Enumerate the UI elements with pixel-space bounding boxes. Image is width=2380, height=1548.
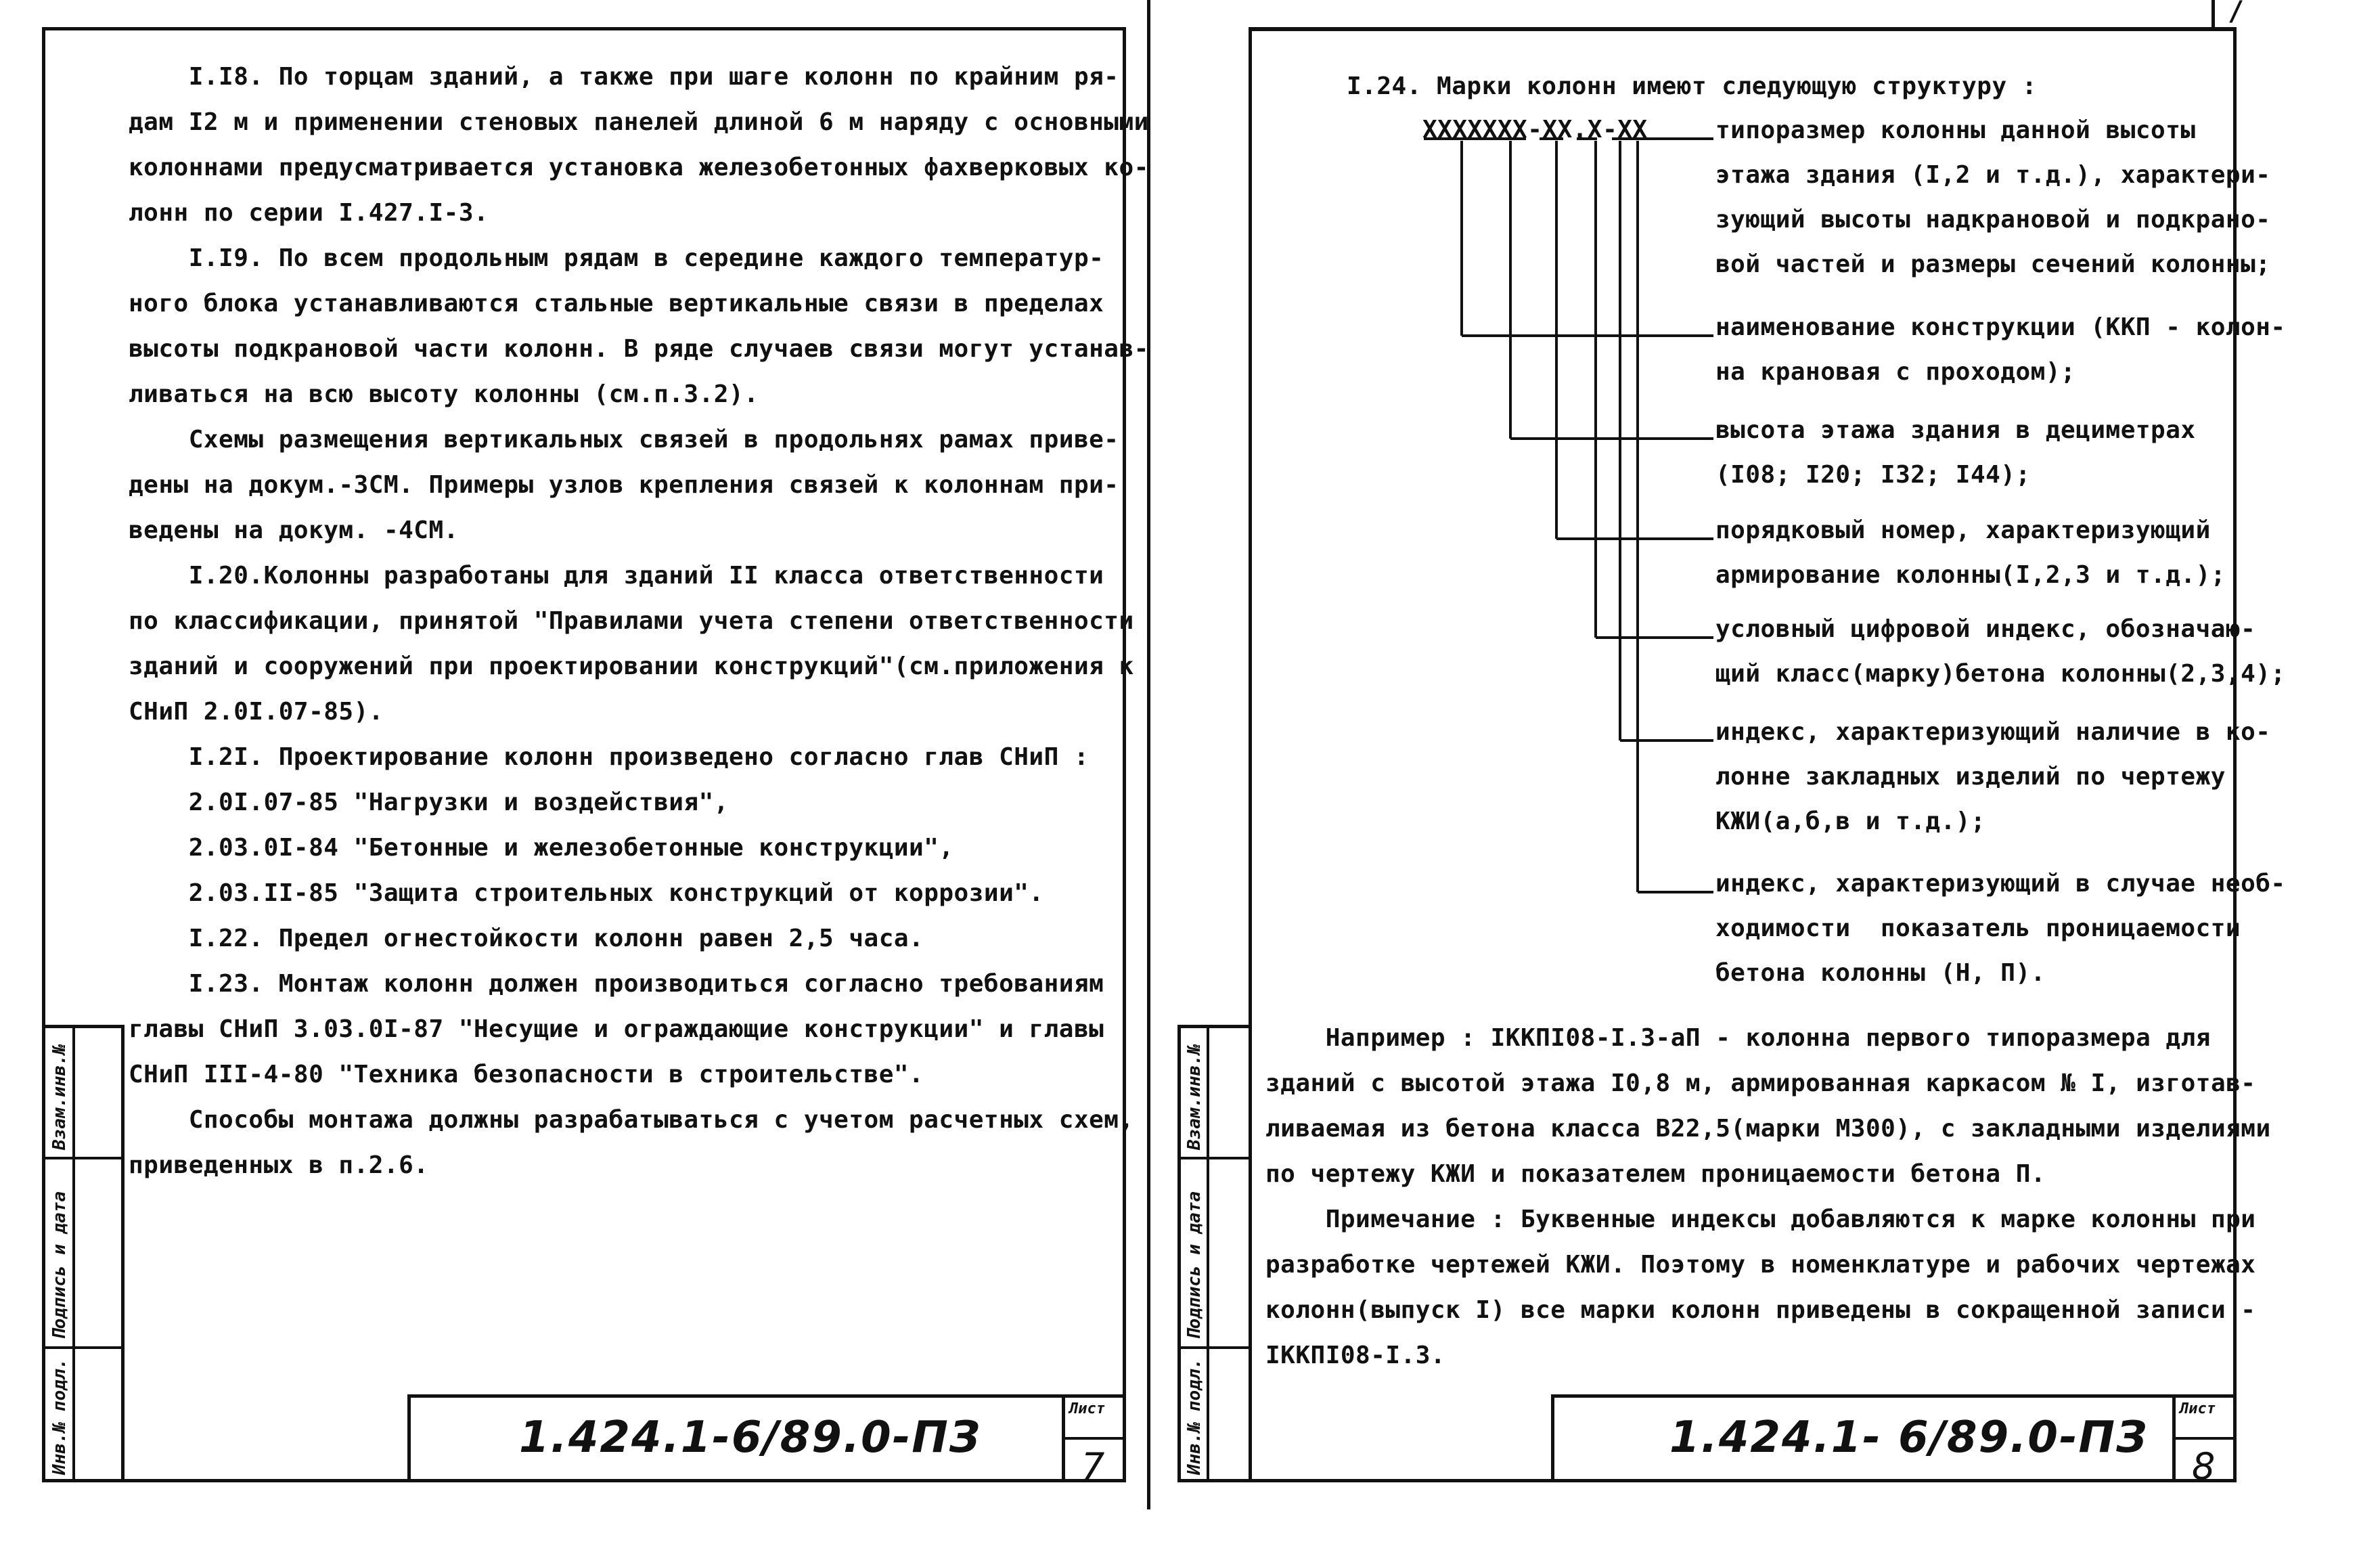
legend-line: высота этажа здания в дециметрах <box>1715 416 2196 444</box>
text-line: I.22. Предел огнестойкости колонн равен 2,5 часа. <box>129 925 924 952</box>
legend-line: зующий высоты надкрановой и подкрано- <box>1715 206 2271 234</box>
stamp-label-sign: Подпись и дата <box>49 1191 70 1340</box>
text-line: Примечание : Буквенные индексы добавляются к марке колонны при <box>1265 1206 2256 1233</box>
legend-line: ходимости показатель проницаемости <box>1715 914 2241 942</box>
text-line: I.23. Монтаж колонн должен производиться согласно требованиям <box>129 970 1104 998</box>
stamp-label-inv: Инв.№ подл. <box>49 1358 70 1475</box>
text-line: разработке чертежей КЖИ. Поэтому в номенклатуре и рабочих чертежах <box>1265 1251 2256 1279</box>
text-line: Схемы размещения вертикальных связей в продольнях рамах приве- <box>129 426 1119 454</box>
legend-line: щий класс(марку)бетона колонны(2,3,4); <box>1715 660 2286 688</box>
legend-line: индекс, характеризующий наличие в ко- <box>1715 718 2271 746</box>
legend-line: (I08; I20; I32; I44); <box>1715 461 2031 489</box>
text-line: СНиП 2.0I.07-85). <box>129 698 384 726</box>
text-line: лонн по серии I.427.I-3. <box>129 199 489 227</box>
legend-line: порядковый номер, характеризующий <box>1715 516 2211 544</box>
text-line: I.I9. По всем продольным рядам в середине каждого температур- <box>129 244 1104 272</box>
text-line: ливаемая из бетона класса В22,5(марки М300), с закладными изделиями <box>1265 1115 2271 1143</box>
sheet-number: 7 <box>1081 1445 1105 1488</box>
right-stamp-strip <box>1177 1025 1252 1482</box>
legend-line: индекс, характеризующий в случае необ- <box>1715 870 2286 898</box>
text-line: ливаться на всю высоту колонны (см.п.3.2). <box>129 380 759 408</box>
text-line: ного блока устанавливаются стальные вертикальные связи в пределах <box>129 290 1104 317</box>
corner-slash: / <box>2228 0 2245 27</box>
text-line: главы СНиП 3.03.0I-87 "Несущие и ограждающие конструкции" и главы <box>129 1015 1104 1043</box>
right-heading: I.24. Марки колонн имеют следующую структуру : <box>1347 72 2037 100</box>
legend-line: этажа здания (I,2 и т.д.), характери- <box>1715 161 2271 189</box>
text-line: 2.03.0I-84 "Бетонные и железобетонные конструкции", <box>129 834 954 862</box>
text-line: 2.0I.07-85 "Нагрузки и воздействия", <box>129 789 729 816</box>
legend-line: типоразмер колонны данной высоты <box>1715 116 2196 144</box>
right-title-block <box>1551 1394 2237 1488</box>
legend-line: вой частей и размеры сечений колонны; <box>1715 250 2271 278</box>
stamp-label-replace: Взам.инв.№ <box>49 1044 70 1150</box>
text-line: I.20.Колонны разработаны для зданий II класса ответственности <box>129 562 1104 590</box>
text-line: ведены на докум. -4СМ. <box>129 516 459 544</box>
text-line: зданий и сооружений при проектировании конструкций"(см.приложения к <box>129 653 1134 680</box>
legend-line: лонне закладных изделий по чертежу <box>1715 763 2226 791</box>
sheet-label: Лист <box>1069 1400 1105 1417</box>
legend-line: на крановая с проходом); <box>1715 358 2076 386</box>
right-page-text <box>1265 1015 2271 1378</box>
text-line: колоннами предусматривается установка железобетонных фахверковых ко- <box>129 154 1149 181</box>
doc-code: 1.424.1- 6/89.0-ПЗ <box>1669 1413 2149 1463</box>
text-line: по чертежу КЖИ и показателем проницаемости бетона П. <box>1265 1160 2046 1188</box>
text-line: высоты подкрановой части колонн. В ряде случаев связи могут устанав- <box>129 335 1149 363</box>
text-line: I.I8. По торцам зданий, а также при шаге колонн по крайним ря- <box>129 63 1119 91</box>
legend-line: КЖИ(а,б,в и т.д.); <box>1715 808 1986 835</box>
text-line: IККПI08-I.3. <box>1265 1342 1446 1369</box>
text-line: дены на докум.-3СМ. Примеры узлов крепления связей к колоннам при- <box>129 471 1119 499</box>
sheet-number: 8 <box>2192 1445 2216 1488</box>
text-line: I.2I. Проектирование колонн произведено согласно глав СНиП : <box>129 743 1090 771</box>
stamp-label-replace: Взам.инв.№ <box>1184 1044 1205 1150</box>
stamp-label-sign: Подпись и дата <box>1184 1191 1205 1340</box>
text-line: приведенных в п.2.6. <box>129 1151 429 1179</box>
text-line: СНиП III-4-80 "Техника безопасности в строительстве". <box>129 1061 924 1088</box>
text-line: по классификации, принятой "Правилами учета степени ответственности <box>129 607 1134 635</box>
legend-line: армирование колонны(I,2,3 и т.д.); <box>1715 561 2226 589</box>
legend-line: наименование конструкции (ККП - колон- <box>1715 313 2286 341</box>
text-line: 2.03.II-85 "Защита строительных конструкций от коррозии". <box>129 879 1044 907</box>
text-line: колонн(выпуск I) все марки колонн приведены в сокращенной записи - <box>1265 1296 2256 1324</box>
text-line: дам I2 м и применении стеновых панелей длиной 6 м наряду с основными <box>129 108 1149 136</box>
text-line: Способы монтажа должны разрабатываться с учетом расчетных схем, <box>129 1106 1134 1134</box>
text-line: зданий с высотой этажа I0,8 м, армированная каркасом № I, изготав- <box>1265 1069 2256 1097</box>
doc-code: 1.424.1-6/89.0-ПЗ <box>519 1413 982 1463</box>
legend-line: бетона колонны (Н, П). <box>1715 959 2046 987</box>
text-line: Например : IККПI08-I.3-аП - колонна первого типоразмера для <box>1265 1024 2211 1052</box>
legend-line: условный цифровой индекс, обозначаю- <box>1715 615 2256 643</box>
mark-pattern: XXXXXXX-XX.X-XX <box>1422 116 1648 143</box>
sheet-label: Лист <box>2180 1400 2216 1417</box>
stamp-label-inv: Инв.№ подл. <box>1184 1358 1205 1475</box>
